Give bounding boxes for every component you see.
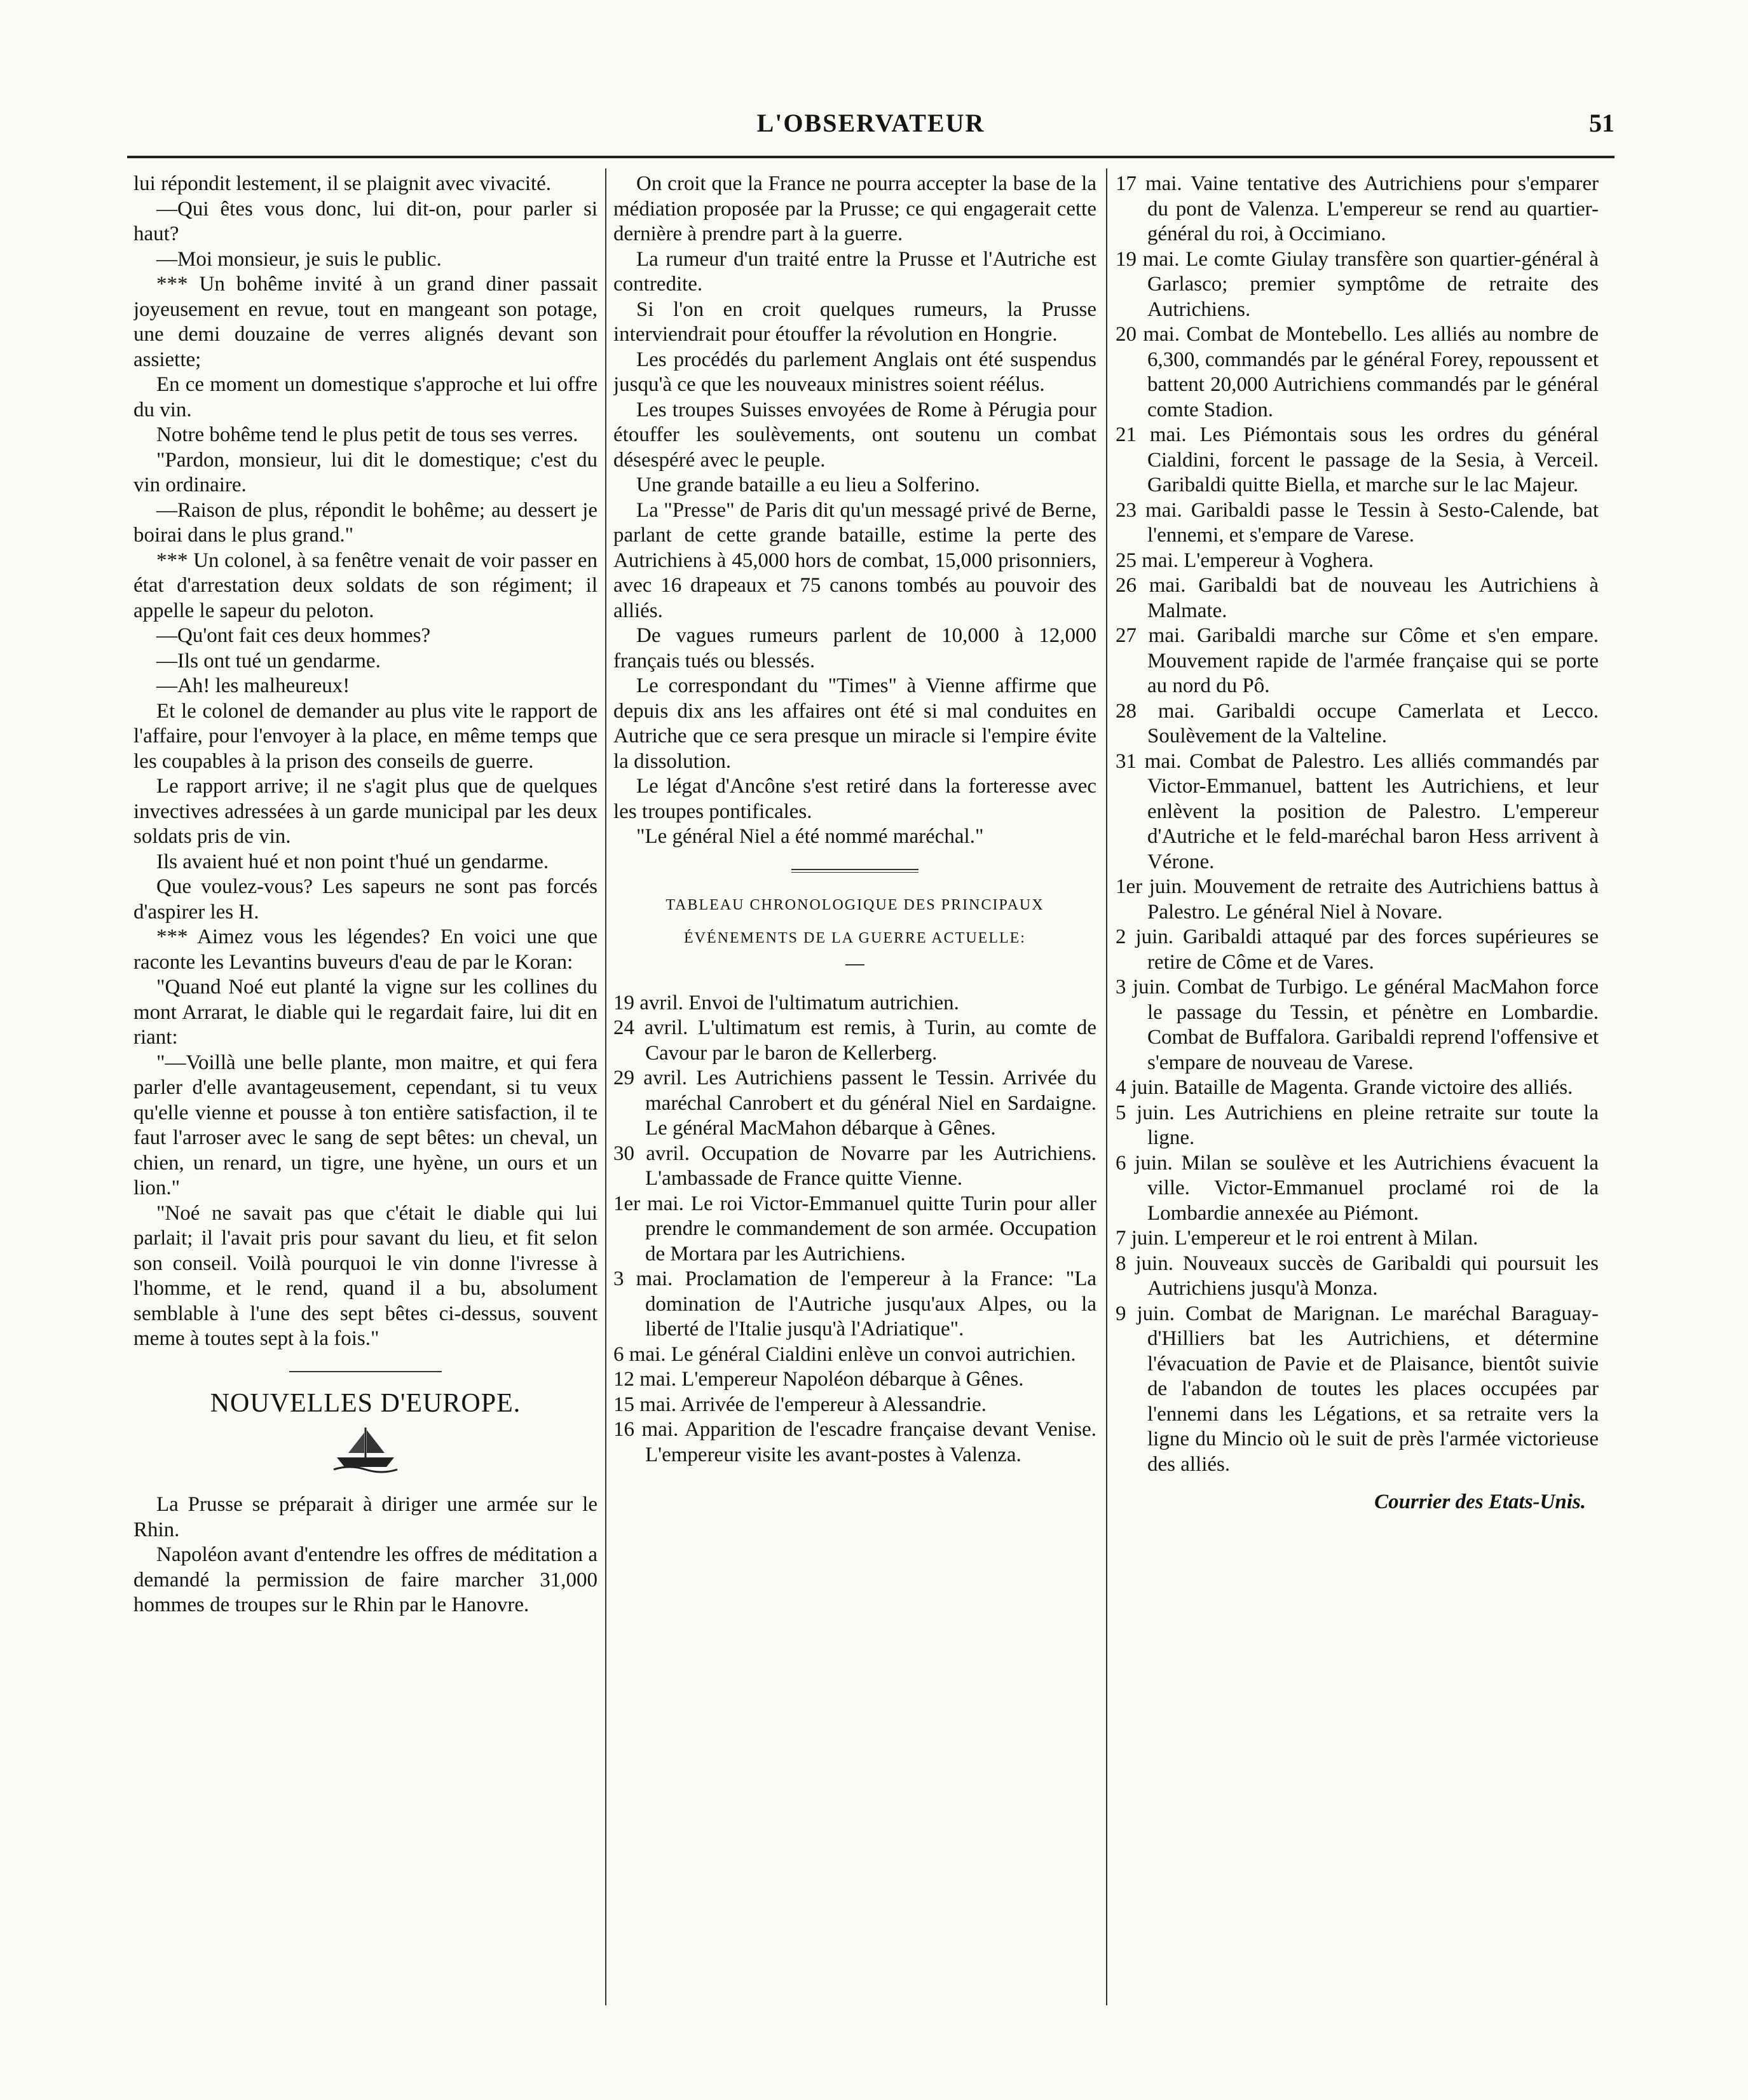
section-rule: [845, 964, 864, 965]
paragraph: lui répondit lestement, il se plaignit avec vivacité.: [133, 172, 552, 195]
chronology-entry: [613, 1142, 1096, 1192]
column-right: [1116, 172, 1599, 2002]
entry-text: Apparition de l'escadre française devant Venise. L'empereur visite les avant-postes à Valenza.: [645, 1418, 1096, 1466]
chronology-entry: [613, 1267, 1096, 1342]
entry-text: Nouveaux succès de Garibaldi qui poursuit les Autrichiens jusqu'à Monza.: [1147, 1251, 1599, 1300]
entry-text: Milan se soulève et les Autrichiens évacuent la ville. Victor-Emmanuel proclamé roi de la Lombardie annexée au Piémont.: [1147, 1151, 1599, 1225]
entry-text: L'empereur à Voghera.: [1184, 549, 1374, 572]
entry-text: Combat de Montebello. Les alliés au nombre de 6,300, commandés par le général Forey, repoussent et battent 20,000 Autrichiens commandés par le général comte Stadion.: [1147, 323, 1599, 421]
entry-text: Garibaldi bat de nouveau les Autrichiens à Malmate.: [1147, 574, 1599, 622]
entry-date: 1er juin.: [1116, 875, 1187, 898]
table-title-line1: TABLEAU CHRONOLOGIQUE DES PRINCIPAUX: [666, 896, 1044, 913]
paragraph: Les procédés du parlement Anglais ont été suspendus jusqu'à ce que les nouveaux ministres soient réélus.: [613, 348, 1096, 396]
paragraph: "—Voillà une belle plante, mon maitre, et qui fera parler d'elle avantageusement, cependant, si tu veux qu'elle vienne et pousse à ton entière satisfaction, il te faut l'arroser avec le sang de sept bêtes: un cheval, un chien, un renard, un tigre, une hyène, un ours et un lion.": [133, 1051, 597, 1199]
entry-date: 12 mai.: [613, 1368, 676, 1391]
header-rule: [127, 156, 1615, 158]
chronology-entry: [1116, 423, 1599, 498]
paragraph: Le correspondant du "Times" à Vienne affirme que depuis dix ans les affaires ont été si mal conduites en Autriche que ce sera presque un miracle si l'empire évite la dissolution.: [613, 674, 1096, 773]
chronology-entry: [613, 1016, 1096, 1066]
paragraph: Le légat d'Ancône s'est retiré dans la forteresse avec les troupes pontificales.: [613, 775, 1096, 823]
entry-text: L'empereur Napoléon débarque à Gênes.: [681, 1368, 1024, 1391]
paragraph: Ils avaient hué et non point t'hué un gendarme.: [156, 850, 549, 873]
chronology-list: [1116, 172, 1599, 1477]
section-rule: [791, 869, 918, 873]
paragraph: De vagues rumeurs parlent de 10,000 à 12,000 français tués ou blessés.: [613, 624, 1096, 672]
paragraph: La Prusse se préparait à diriger une armée sur le Rhin.: [133, 1493, 597, 1541]
paragraph: —Moi monsieur, je suis le public.: [156, 247, 442, 271]
entry-text: Garibaldi marche sur Côme et s'en empare. Mouvement rapide de l'armée française qui se porte au nord du Pô.: [1147, 624, 1599, 697]
paragraph: —Raison de plus, répondit le bohême; au dessert je boirai dans le plus grand.": [133, 498, 597, 547]
entry-date: 24 avril.: [613, 1016, 688, 1039]
paragraph: La "Presse" de Paris dit qu'un messagé privé de Berne, parlant de cette grande bataille, estime la perte des Autrichiens à 45,000 hors de combat, 15,000 prisonniers, avec 16 drapeaux et 75 canons tombés au pouvoir des alliés.: [613, 498, 1096, 622]
entry-date: 1er mai.: [613, 1192, 684, 1215]
chronology-entry: [613, 991, 1096, 1016]
entry-text: Les Piémontais sous les ordres du général Cialdini, forcent le passage de la Sesia, à Verceil. Garibaldi quitte Biella, et marche sur le lac Majeur.: [1147, 423, 1599, 496]
page-number: 51: [1589, 109, 1615, 137]
chronology-entry: [1116, 1251, 1599, 1302]
paragraph: Le rapport arrive; il ne s'agit plus que de quelques invectives adressées à un garde municipal par les deux soldats pris de vin.: [133, 775, 597, 848]
source-signature: Courrier des Etats-Unis.: [1374, 1490, 1586, 1513]
entry-text: Combat de Turbigo. Le général MacMahon force le passage du Tessin, et pénètre en Lombardie. Combat de Buffalora. Garibaldi reprend l'offensive et s'empare de nouveau de Varese.: [1147, 976, 1599, 1074]
newspaper-title: L'OBSERVATEUR: [756, 109, 985, 137]
entry-date: 25 mai.: [1116, 549, 1178, 572]
paragraph: Les troupes Suisses envoyées de Rome à Pérugia pour étouffer les soulèvements, ont soutenu un combat désespéré avec le peuple.: [613, 398, 1096, 472]
entry-date: 8 juin.: [1116, 1251, 1174, 1275]
entry-date: 4 juin.: [1116, 1076, 1170, 1099]
paragraph: La rumeur d'un traité entre la Prusse et l'Autriche est contredite.: [613, 247, 1096, 296]
entry-text: Garibaldi occupe Camerlata et Lecco. Soulèvement de la Valteline.: [1147, 699, 1599, 747]
entry-date: 19 avril.: [613, 991, 683, 1014]
entry-date: 9 juin.: [1116, 1302, 1175, 1325]
entry-text: Mouvement de retraite des Autrichiens battus à Palestro. Le général Niel à Novare.: [1147, 875, 1599, 924]
entry-date: 3 juin.: [1116, 976, 1171, 999]
entry-text: Envoi de l'ultimatum autrichien.: [688, 991, 959, 1014]
paragraph: "Quand Noé eut planté la vigne sur les collines du mont Arrarat, le diable qui le regardait faire, lui dit en riant:: [133, 976, 597, 1049]
entry-text: Les Autrichiens en pleine retraite sur toute la ligne.: [1147, 1101, 1599, 1149]
entry-text: Combat de Palestro. Les alliés commandés par Victor-Emmanuel, battent les Autrichiens, et leur enlèvent la position de Palestro. L'empereur d'Autriche et le feld-maréchal baron Hess arrivent à Vérone.: [1147, 749, 1599, 873]
entry-date: 15 mai.: [613, 1393, 676, 1416]
paragraph: En ce moment un domestique s'approche et lui offre du vin.: [133, 373, 597, 421]
chronology-entry: [613, 1367, 1096, 1393]
paragraph: *** Un bohême invité à un grand diner passait joyeusement en revue, tout en mangeant son potage, une demi douzaine de verres alignés devant son assiette;: [133, 273, 597, 371]
column-divider: [605, 168, 606, 2005]
entry-text: Le général Cialdini enlève un convoi autrichien.: [671, 1342, 1076, 1366]
chronology-entry: [1116, 1075, 1599, 1101]
paragraph: —Ils ont tué un gendarme.: [156, 649, 381, 672]
entry-date: 17 mai.: [1116, 172, 1182, 195]
section-rule: [289, 1371, 442, 1372]
chronology-list: [613, 991, 1096, 1468]
paragraph: —Qu'ont fait ces deux hommes?: [156, 624, 431, 647]
paragraph: "Pardon, monsieur, lui dit le domestique; c'est du vin ordinaire.: [133, 448, 597, 496]
entry-date: 23 mai.: [1116, 498, 1182, 522]
entry-text: Le comte Giulay transfère son quartier-général à Garlasco; premier symptôme de retraite des Autrichiens.: [1147, 247, 1599, 321]
paragraph: Si l'on en croit quelques rumeurs, la Prusse interviendrait pour étouffer la révolution en Hongrie.: [613, 297, 1096, 346]
paragraph: —Ah! les malheureux!: [156, 674, 350, 697]
chronology-entry: [613, 1066, 1096, 1142]
chronology-entry: [1116, 925, 1599, 975]
chronology-entry: [1116, 498, 1599, 549]
chronology-entry: [1116, 549, 1599, 574]
chronology-entry: [1116, 1151, 1599, 1227]
entry-date: 6 juin.: [1116, 1151, 1173, 1175]
paragraph: Une grande bataille a eu lieu a Solferino.: [636, 474, 980, 496]
paragraph: On croit que la France ne pourra accepter la base de la médiation proposée par la Prusse; ce qui engagerait cette dernière à prendre part à la guerre.: [613, 172, 1096, 245]
entry-text: Vaine tentative des Autrichiens pour s'emparer du pont de Valenza. L'empereur se rend au quartier-général du roi, à Occimiano.: [1147, 172, 1599, 245]
column-middle: [613, 172, 1096, 2002]
entry-date: 20 mai.: [1116, 323, 1180, 346]
entry-date: 7 juin.: [1116, 1227, 1170, 1250]
entry-text: Bataille de Magenta. Grande victoire des alliés.: [1174, 1076, 1573, 1099]
page-header: [127, 102, 1615, 153]
column-divider: [1106, 168, 1107, 2005]
paragraph: Notre bohême tend le plus petit de tous ses verres.: [156, 423, 578, 446]
entry-text: Les Autrichiens passent le Tessin. Arrivée du maréchal Canrobert et du général Niel en Sardaigne. Le général MacMahon débarque à Gênes.: [645, 1067, 1096, 1140]
entry-text: Combat de Marignan. Le maréchal Baraguay-d'Hilliers bat les Autrichiens, et détermine l'évacuation de Pavie et de Plaisance, bientôt suivie de l'abandon de toutes les places occupées par l'ennemi dans les Légations, et sa retraite vers la ligne du Mincio où le suit de près l'armée victorieuse des alliés.: [1147, 1302, 1599, 1476]
section-title: NOUVELLES D'EUROPE.: [210, 1388, 521, 1418]
entry-date: 3 mai.: [613, 1267, 673, 1290]
paragraph: *** Aimez vous les légendes? En voici une que raconte les Levantins buveurs d'eau de par le Koran:: [133, 925, 597, 974]
entry-text: Le roi Victor-Emmanuel quitte Turin pour aller prendre le commandement de son armée. Occupation de Mortara par les Autrichiens.: [645, 1192, 1096, 1265]
entry-date: 2 juin.: [1116, 925, 1174, 948]
paragraph: "Noé ne savait pas que c'était le diable qui lui parlait; il l'avait pris pour savant du lieu, et fit selon son conseil. Voilà pourquoi le vin donne l'ivresse à l'homme, et le rend, quand il a bu, absolument semblable à l'une des sept bêtes ci-dessus, souvent meme à toutes sept à la fois.": [133, 1201, 597, 1350]
chronology-entry: [1116, 172, 1599, 247]
paragraph: "Le général Niel a été nommé maréchal.": [636, 825, 984, 848]
entry-date: 21 mai.: [1116, 423, 1187, 446]
entry-text: Garibaldi attaqué par des forces supérieures se retire de Côme et de Vares.: [1147, 925, 1599, 974]
chronology-entry: [1116, 247, 1599, 323]
table-title-line2: ÉVÉNEMENTS DE LA GUERRE ACTUELLE:: [684, 929, 1026, 946]
entry-date: 19 mai.: [1116, 247, 1180, 271]
paragraph: —Qui êtes vous donc, lui dit-on, pour parler si haut?: [133, 197, 597, 245]
paragraph: *** Un colonel, à sa fenêtre venait de voir passer en état d'arrestation deux soldats de son régiment; il appelle le sapeur du peloton.: [133, 549, 597, 622]
chronology-entry: [613, 1417, 1096, 1468]
ship-ornament-icon: [331, 1422, 400, 1473]
entry-text: Arrivée de l'empereur à Alessandrie.: [680, 1393, 987, 1416]
paragraph: Et le colonel de demander au plus vite le rapport de l'affaire, pour l'envoyer à la place, en même temps que les coupables à la prison des conseils de guerre.: [133, 699, 597, 773]
entry-date: 30 avril.: [613, 1142, 690, 1165]
column-left: [133, 172, 597, 2002]
chronology-entry: [1116, 1226, 1599, 1251]
entry-text: L'ultimatum est remis, à Turin, au comte de Cavour par le baron de Kellerberg.: [645, 1016, 1096, 1065]
chronology-entry: [1116, 322, 1599, 423]
entry-date: 26 mai.: [1116, 574, 1186, 597]
chronology-entry: [1116, 875, 1599, 925]
entry-text: Occupation de Novarre par les Autrichiens. L'ambassade de France quitte Vienne.: [645, 1142, 1096, 1190]
chronology-entry: [613, 1192, 1096, 1267]
chronology-entry: [1116, 699, 1599, 749]
chronology-entry: [1116, 1302, 1599, 1478]
entry-text: L'empereur et le roi entrent à Milan.: [1174, 1227, 1478, 1250]
chronology-entry: [1116, 749, 1599, 875]
chronology-entry: [1116, 975, 1599, 1075]
entry-date: 27 mai.: [1116, 624, 1185, 647]
entry-text: Proclamation de l'empereur à la France: "La domination de l'Autriche jusqu'aux Alpes, ou la liberté de l'Italie jusqu'à l'Adriatique".: [645, 1267, 1096, 1340]
entry-date: 28 mai.: [1116, 699, 1195, 723]
entry-date: 29 avril.: [613, 1067, 687, 1089]
entry-date: 5 juin.: [1116, 1101, 1175, 1124]
chronology-entry: [1116, 1101, 1599, 1151]
paragraph: Que voulez-vous? Les sapeurs ne sont pas forcés d'aspirer les H.: [133, 875, 597, 924]
paragraph: Napoléon avant d'entendre les offres de méditation a demandé la permission de faire marcher 31,000 hommes de troupes sur le Rhin par le Hanovre.: [133, 1543, 597, 1616]
entry-date: 31 mai.: [1116, 749, 1182, 773]
entry-text: Garibaldi passe le Tessin à Sesto-Calende, bat l'ennemi, et s'empare de Varese.: [1147, 498, 1599, 547]
chronology-entry: [1116, 573, 1599, 624]
chronology-entry: [613, 1342, 1096, 1368]
chronology-entry: [1116, 624, 1599, 699]
chronology-entry: [613, 1393, 1096, 1418]
entry-date: 16 mai.: [613, 1418, 679, 1441]
entry-date: 6 mai.: [613, 1342, 666, 1366]
